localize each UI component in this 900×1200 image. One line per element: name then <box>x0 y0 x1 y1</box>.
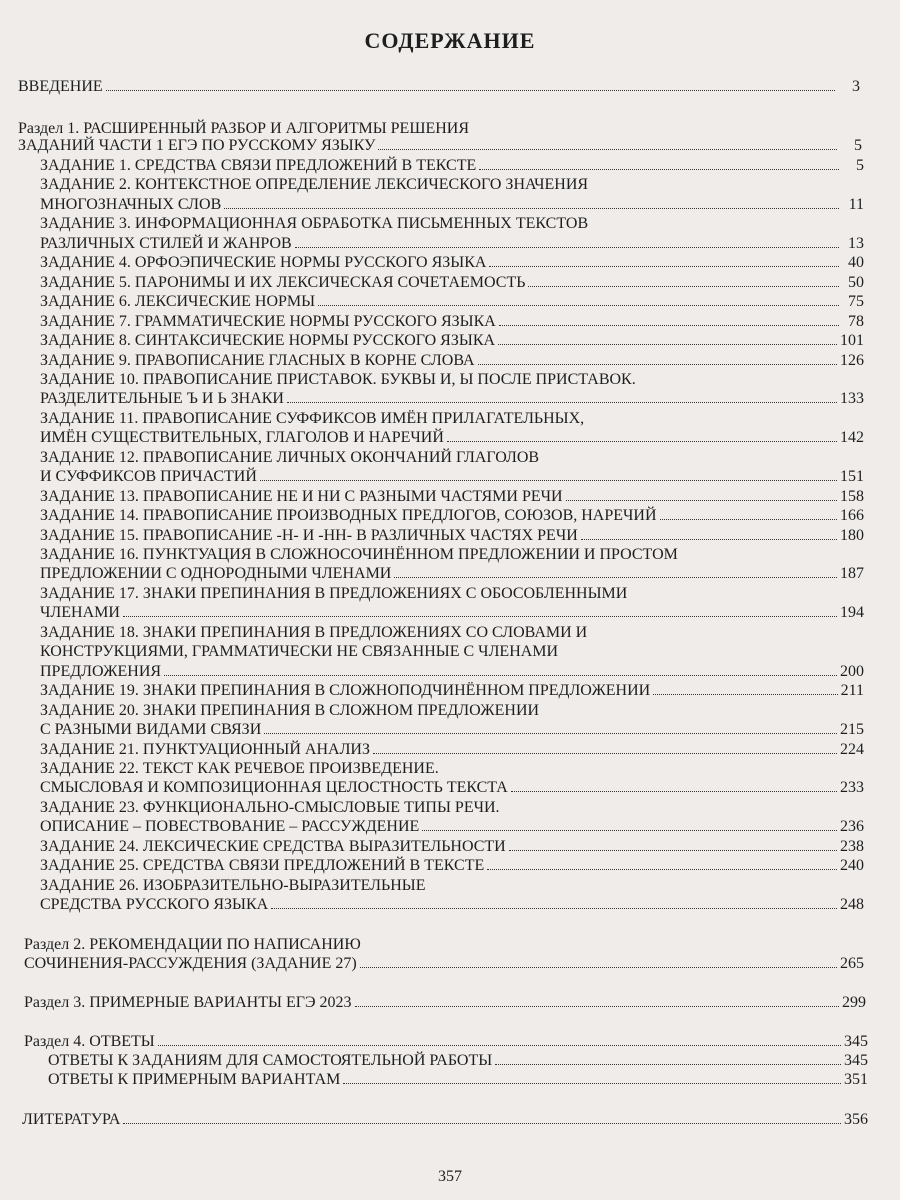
toc-entry-page: 345 <box>844 1033 868 1050</box>
toc-entry-text: ЗАДАНИЕ 24. ЛЕКСИЧЕСКИЕ СРЕДСТВА ВЫРАЗИТЕЛЬНОСТИ <box>40 838 506 855</box>
toc-entry-task-11-line: ЗАДАНИЕ 11. ПРАВОПИСАНИЕ СУФФИКСОВ ИМЁН ПРИЛАГАТЕЛЬНЫХ, <box>40 410 585 427</box>
leader-dots <box>343 1070 841 1084</box>
toc-entry-page: 11 <box>848 196 864 213</box>
toc-entry-page: 5 <box>856 157 864 174</box>
toc-entry-text: МНОГОЗНАЧНЫХ СЛОВ <box>40 196 222 213</box>
leader-dots <box>295 234 839 248</box>
leader-dots <box>581 526 837 540</box>
toc-entry-page: 133 <box>840 390 864 407</box>
toc-entry-page: 13 <box>848 235 864 252</box>
leader-dots <box>528 273 839 287</box>
toc-entry-text: ЗАДАНИЕ 7. ГРАММАТИЧЕСКИЕ НОРМЫ РУССКОГО ЯЗЫКА <box>40 313 496 330</box>
section1-heading-line1: Раздел 1. РАСШИРЕННЫЙ РАЗБОР И АЛГОРИТМЫ РЕШЕНИЯ <box>18 120 470 137</box>
toc-entry-literature[interactable] <box>22 1110 868 1129</box>
leader-dots <box>511 778 837 792</box>
toc-entry-text: ОТВЕТЫ К ПРИМЕРНЫМ ВАРИАНТАМ <box>48 1071 341 1088</box>
toc-entry-section4[interactable] <box>24 1032 868 1051</box>
leader-dots <box>378 136 837 150</box>
toc-entry-text: ВВЕДЕНИЕ <box>18 78 103 95</box>
page-title: СОДЕРЖАНИЕ <box>364 28 536 53</box>
toc-entry-page: 158 <box>840 488 864 505</box>
toc-entry-page: 200 <box>840 663 864 680</box>
leader-dots <box>566 487 837 501</box>
toc-entry-text: ЗАДАНИЕ 1. СРЕДСТВА СВЯЗИ ПРЕДЛОЖЕНИЙ В ТЕКСТЕ <box>40 157 477 174</box>
toc-entry-text: ИМЁН СУЩЕСТВИТЕЛЬНЫХ, ГЛАГОЛОВ И НАРЕЧИЙ <box>40 429 444 446</box>
toc-entry-task-20-line: ЗАДАНИЕ 20. ЗНАКИ ПРЕПИНАНИЯ В СЛОЖНОМ ПРЕДЛОЖЕНИИ <box>40 702 540 719</box>
leader-dots <box>264 720 837 734</box>
toc-entry-page: 238 <box>840 838 864 855</box>
leader-dots <box>271 895 837 909</box>
toc-entry-page: 345 <box>844 1052 868 1069</box>
leader-dots <box>479 156 839 170</box>
leader-dots <box>660 506 837 520</box>
leader-dots <box>422 817 837 831</box>
toc-entry-page: 166 <box>840 507 864 524</box>
toc-entry-section3[interactable] <box>24 993 866 1012</box>
toc-entry-task-18[interactable] <box>40 662 864 681</box>
leader-dots <box>394 564 837 578</box>
toc-entry-task-18-line: КОНСТРУКЦИЯМИ, ГРАММАТИЧЕСКИ НЕ СВЯЗАННЫЕ С ЧЛЕНАМИ <box>40 643 559 660</box>
toc-entry-text: ЗАДАНИЕ 15. ПРАВОПИСАНИЕ -Н- И -НН- В РАЗЛИЧНЫХ ЧАСТЯХ РЕЧИ <box>40 527 578 544</box>
leader-dots <box>318 292 839 306</box>
toc-entry-page: 5 <box>854 137 862 154</box>
leader-dots <box>373 740 837 754</box>
toc-entry-task-18-line: ЗАДАНИЕ 18. ЗНАКИ ПРЕПИНАНИЯ В ПРЕДЛОЖЕНИЯХ СО СЛОВАМИ И <box>40 624 588 641</box>
leader-dots <box>158 1032 841 1046</box>
toc-entry-text: ОТВЕТЫ К ЗАДАНИЯМ ДЛЯ САМОСТОЯТЕЛЬНОЙ РАБОТЫ <box>48 1052 493 1069</box>
toc-entry-text: ЛИТЕРАТУРА <box>22 1111 121 1128</box>
toc-entry-task-23[interactable] <box>40 817 864 836</box>
toc-entry-page: 194 <box>840 604 864 621</box>
toc-entry-task-8[interactable] <box>40 331 864 350</box>
leader-dots <box>164 662 837 676</box>
toc-entry-task-19[interactable] <box>40 681 864 700</box>
leader-dots <box>355 993 839 1007</box>
toc-entry-text: ЗАДАНИЕ 5. ПАРОНИМЫ И ИХ ЛЕКСИЧЕСКАЯ СОЧЕТАЕМОСТЬ <box>40 274 526 291</box>
page-number: 357 <box>438 1168 462 1185</box>
toc-entry-text: ПРЕДЛОЖЕНИЯ <box>40 663 162 680</box>
leader-dots <box>287 389 837 403</box>
toc-entry-task-15[interactable] <box>40 526 864 545</box>
toc-entry-text: ЗАДАНИЕ 14. ПРАВОПИСАНИЕ ПРОИЗВОДНЫХ ПРЕДЛОГОВ, СОЮЗОВ, НАРЕЧИЙ <box>40 507 657 524</box>
toc-entry-task-11[interactable] <box>40 428 864 447</box>
toc-entry-task-2-line: ЗАДАНИЕ 2. КОНТЕКСТНОЕ ОПРЕДЕЛЕНИЕ ЛЕКСИЧЕСКОГО ЗНАЧЕНИЯ <box>40 176 589 193</box>
toc-entry-task-9[interactable] <box>40 351 864 370</box>
toc-entry-task-4[interactable] <box>40 253 864 272</box>
toc-entry-task-26-line: ЗАДАНИЕ 26. ИЗОБРАЗИТЕЛЬНО-ВЫРАЗИТЕЛЬНЫЕ <box>40 877 426 894</box>
toc-entry-page: 356 <box>844 1111 868 1128</box>
toc-entry-task-7[interactable] <box>40 312 864 331</box>
toc-entry-text: ЗАДАНИЕ 8. СИНТАКСИЧЕСКИЕ НОРМЫ РУССКОГО ЯЗЫКА <box>40 332 496 349</box>
toc-entry-page: 3 <box>852 78 860 95</box>
toc-entry-task-26[interactable] <box>40 895 864 914</box>
toc-entry-page: 240 <box>840 857 864 874</box>
toc-entry-text: РАЗДЕЛИТЕЛЬНЫЕ Ъ И Ь ЗНАКИ <box>40 390 284 407</box>
toc-entry-text: ОПИСАНИЕ – ПОВЕСТВОВАНИЕ – РАССУЖДЕНИЕ <box>40 818 420 835</box>
toc-entry-text: ЗАДАНИЕ 6. ЛЕКСИЧЕСКИЕ НОРМЫ <box>40 293 316 310</box>
leader-dots <box>123 1110 841 1124</box>
toc-entry-text: РАЗЛИЧНЫХ СТИЛЕЙ И ЖАНРОВ <box>40 235 292 252</box>
toc-entry-answers-self[interactable] <box>48 1051 868 1070</box>
toc-entry-text: ЗАДАНИЕ 21. ПУНКТУАЦИОННЫЙ АНАЛИЗ <box>40 741 370 758</box>
toc-entry-task-21[interactable] <box>40 740 864 759</box>
toc-entry-task-1[interactable] <box>40 156 864 175</box>
toc-entry-page: 233 <box>840 779 864 796</box>
leader-dots <box>123 603 837 617</box>
toc-entry-task-17[interactable] <box>40 603 864 622</box>
toc-entry-text: ПРЕДЛОЖЕНИИ С ОДНОРОДНЫМИ ЧЛЕНАМИ <box>40 565 392 582</box>
leader-dots <box>447 428 837 442</box>
leader-dots <box>489 253 839 267</box>
toc-entry-section1[interactable] <box>18 136 862 155</box>
toc-entry-text: СМЫСЛОВАЯ И КОМПОЗИЦИОННАЯ ЦЕЛОСТНОСТЬ ТЕКСТА <box>40 779 508 796</box>
toc-entry-page: 50 <box>848 274 864 291</box>
toc-entry-text: ЗАДАНИЕ 9. ПРАВОПИСАНИЕ ГЛАСНЫХ В КОРНЕ СЛОВА <box>40 352 475 369</box>
toc-entry-page: 180 <box>840 527 864 544</box>
leader-dots <box>106 77 835 91</box>
toc-entry-page: 299 <box>842 994 866 1011</box>
toc-entry-task-5[interactable] <box>40 273 864 292</box>
toc-entry-task-12-line: ЗАДАНИЕ 12. ПРАВОПИСАНИЕ ЛИЧНЫХ ОКОНЧАНИЙ ГЛАГОЛОВ <box>40 449 540 466</box>
toc-entry-text: ЧЛЕНАМИ <box>40 604 120 621</box>
toc-entry-text: СОЧИНЕНИЯ-РАССУЖДЕНИЯ (ЗАДАНИЕ 27) <box>24 955 357 972</box>
leader-dots <box>509 837 837 851</box>
toc-entry-text: С РАЗНЫМИ ВИДАМИ СВЯЗИ <box>40 721 262 738</box>
toc-entry-task-3-line: ЗАДАНИЕ 3. ИНФОРМАЦИОННАЯ ОБРАБОТКА ПИСЬМЕННЫХ ТЕКСТОВ <box>40 215 589 232</box>
toc-entry-task-2[interactable] <box>40 195 864 214</box>
toc-entry-task-24[interactable] <box>40 837 864 856</box>
toc-entry-page: 265 <box>840 955 864 972</box>
toc-entry-page: 40 <box>848 254 864 271</box>
toc-entry-intro[interactable] <box>18 77 860 96</box>
toc-entry-task-20[interactable] <box>40 720 864 739</box>
toc-entry-text: И СУФФИКСОВ ПРИЧАСТИЙ <box>40 468 257 485</box>
leader-dots <box>478 351 837 365</box>
leader-dots <box>224 195 839 209</box>
toc-entry-task-16[interactable] <box>40 564 864 583</box>
toc-entry-text: ЗАДАНИЕ 4. ОРФОЭПИЧЕСКИЕ НОРМЫ РУССКОГО ЯЗЫКА <box>40 254 487 271</box>
leader-dots <box>499 312 839 326</box>
toc-entry-text: Раздел 4. ОТВЕТЫ <box>24 1033 155 1050</box>
toc-entry-page: 142 <box>840 429 864 446</box>
leader-dots <box>260 467 837 481</box>
toc-entry-text: ЗАДАНИЕ 19. ЗНАКИ ПРЕПИНАНИЯ В СЛОЖНОПОДЧИНЁННОМ ПРЕДЛОЖЕНИИ <box>40 682 651 699</box>
toc-entry-section2[interactable] <box>24 954 864 973</box>
leader-dots <box>487 856 837 870</box>
toc-entry-page: 248 <box>840 896 864 913</box>
section2-heading-line1: Раздел 2. РЕКОМЕНДАЦИИ ПО НАПИСАНИЮ <box>24 936 361 953</box>
toc-entry-page: 187 <box>840 565 864 582</box>
toc-entry-text: СРЕДСТВА РУССКОГО ЯЗЫКА <box>40 896 269 913</box>
toc-entry-task-22[interactable] <box>40 778 864 797</box>
toc-entry-task-12[interactable] <box>40 467 864 486</box>
toc-entry-task-16-line: ЗАДАНИЕ 16. ПУНКТУАЦИЯ В СЛОЖНОСОЧИНЁННОМ ПРЕДЛОЖЕНИИ И ПРОСТОМ <box>40 546 678 563</box>
toc-entry-task-25[interactable] <box>40 856 864 875</box>
toc-entry-answers-variants[interactable] <box>48 1070 868 1089</box>
toc-entry-task-22-line: ЗАДАНИЕ 22. ТЕКСТ КАК РЕЧЕВОЕ ПРОИЗВЕДЕНИЕ. <box>40 760 439 777</box>
leader-dots <box>498 331 837 345</box>
toc-entry-page: 101 <box>840 332 864 349</box>
toc-entry-page: 236 <box>840 818 864 835</box>
leader-dots <box>653 681 837 695</box>
toc-entry-text: Раздел 3. ПРИМЕРНЫЕ ВАРИАНТЫ ЕГЭ 2023 <box>24 994 352 1011</box>
toc-entry-task-14[interactable] <box>40 506 864 525</box>
toc-entry-task-3[interactable] <box>40 234 864 253</box>
toc-entry-task-10[interactable] <box>40 389 864 408</box>
toc-entry-page: 151 <box>840 468 864 485</box>
toc-entry-page: 75 <box>848 293 864 310</box>
toc-entry-task-13[interactable] <box>40 487 864 506</box>
leader-dots <box>495 1051 841 1065</box>
toc-entry-page: 78 <box>848 313 864 330</box>
toc-entry-page: 215 <box>840 721 864 738</box>
toc-entry-page: 211 <box>840 682 864 699</box>
toc-entry-task-23-line: ЗАДАНИЕ 23. ФУНКЦИОНАЛЬНО-СМЫСЛОВЫЕ ТИПЫ РЕЧИ. <box>40 799 500 816</box>
toc-entry-page: 126 <box>840 352 864 369</box>
toc-entry-task-10-line: ЗАДАНИЕ 10. ПРАВОПИСАНИЕ ПРИСТАВОК. БУКВЫ И, Ы ПОСЛЕ ПРИСТАВОК. <box>40 371 636 388</box>
leader-dots <box>360 954 837 968</box>
toc-entry-task-6[interactable] <box>40 292 864 311</box>
toc-entry-page: 224 <box>840 741 864 758</box>
toc-entry-text: ЗАДАНИЕ 25. СРЕДСТВА СВЯЗИ ПРЕДЛОЖЕНИЙ В ТЕКСТЕ <box>40 857 485 874</box>
toc-entry-text: ЗАДАНИЙ ЧАСТИ 1 ЕГЭ ПО РУССКОМУ ЯЗЫКУ <box>18 137 376 154</box>
toc-entry-task-17-line: ЗАДАНИЕ 17. ЗНАКИ ПРЕПИНАНИЯ В ПРЕДЛОЖЕНИЯХ С ОБОСОБЛЕННЫМИ <box>40 585 628 602</box>
toc-entry-page: 351 <box>844 1071 868 1088</box>
toc-entry-text: ЗАДАНИЕ 13. ПРАВОПИСАНИЕ НЕ И НИ С РАЗНЫМИ ЧАСТЯМИ РЕЧИ <box>40 488 563 505</box>
